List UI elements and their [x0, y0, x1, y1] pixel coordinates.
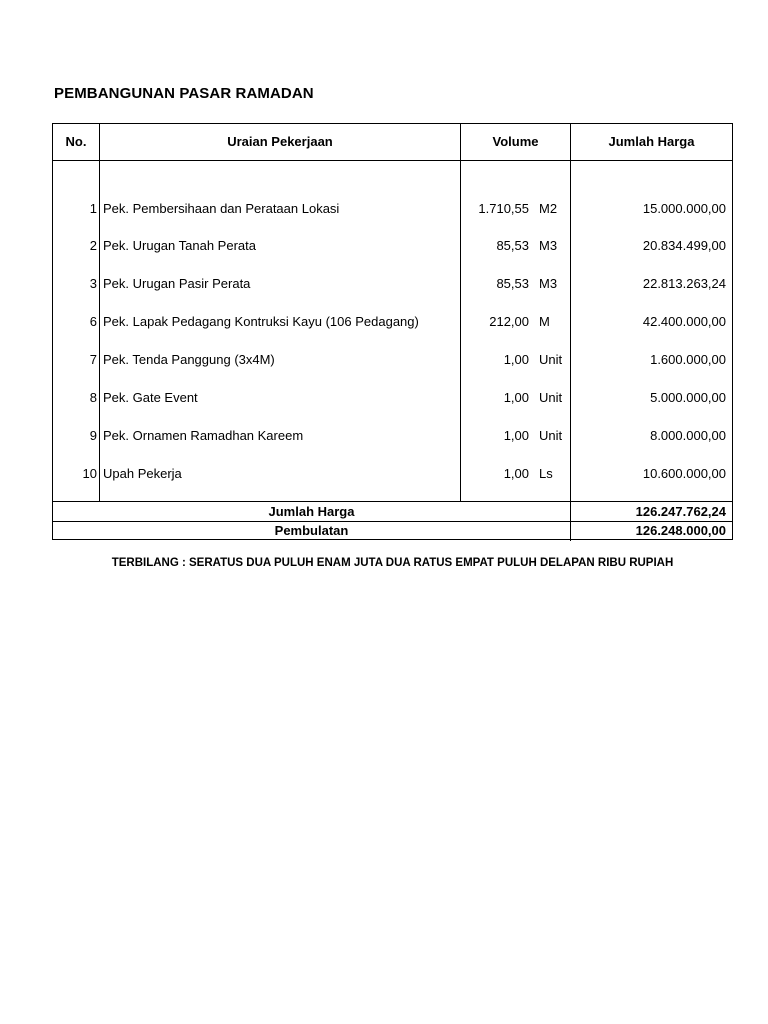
row-no: 9: [89, 428, 97, 443]
table-row: [53, 314, 732, 334]
row-no: 6: [89, 314, 97, 329]
table-row: [53, 466, 732, 486]
row-quantity: 1,00: [503, 390, 529, 405]
row-description: Upah Pekerja: [103, 466, 182, 481]
document-title: PEMBANGUNAN PASAR RAMADAN: [54, 85, 314, 102]
row-description: Pek. Lapak Pedagang Kontruksi Kayu (106 Pedagang): [103, 314, 419, 329]
row-unit: Unit: [539, 390, 563, 405]
row-description: Pek. Pembersihaan dan Perataan Lokasi: [103, 201, 340, 216]
row-no: 1: [89, 201, 97, 216]
row-no: 2: [89, 238, 97, 253]
row-amount: 20.834.499,00: [642, 238, 726, 253]
row-description: Pek. Ornamen Ramadhan Kareem: [103, 428, 304, 443]
row-unit: Unit: [539, 352, 563, 367]
body-divider: [53, 501, 732, 502]
summary-divider: [53, 521, 732, 522]
total-value: 126.247.762,24: [635, 504, 726, 519]
table-row: [53, 201, 732, 221]
row-unit: Unit: [539, 428, 563, 443]
cost-table: [52, 123, 733, 540]
row-quantity: 1,00: [503, 466, 529, 481]
row-no: 7: [89, 352, 97, 367]
row-amount: 15.000.000,00: [642, 201, 726, 216]
row-no: 3: [89, 276, 97, 291]
row-unit: M3: [539, 276, 558, 291]
row-description: Pek. Tenda Panggung (3x4M): [103, 352, 275, 367]
row-quantity: 212,00: [489, 314, 529, 329]
header-no: No.: [65, 134, 87, 149]
rounding-value: 126.248.000,00: [635, 523, 726, 538]
row-amount: 10.600.000,00: [642, 466, 726, 481]
row-description: Pek. Urugan Pasir Perata: [103, 276, 251, 291]
row-unit: M: [539, 314, 550, 329]
table-row: [53, 428, 732, 448]
row-amount: 1.600.000,00: [650, 352, 726, 367]
table-row: [53, 352, 732, 372]
header-divider: [53, 160, 732, 161]
row-quantity: 1.710,55: [478, 201, 529, 216]
amount-in-words: TERBILANG : SERATUS DUA PULUH ENAM JUTA DUA RATUS EMPAT PULUH DELAPAN RIBU RUPIAH: [111, 557, 674, 569]
row-description: Pek. Gate Event: [103, 390, 198, 405]
row-quantity: 1,00: [503, 428, 529, 443]
row-no: 10: [82, 466, 97, 481]
header-volume: Volume: [492, 134, 539, 149]
row-quantity: 1,00: [503, 352, 529, 367]
total-label: Jumlah Harga: [268, 504, 355, 519]
table-row: [53, 390, 732, 410]
row-quantity: 85,53: [496, 276, 529, 291]
row-no: 8: [89, 390, 97, 405]
header-jumlah: Jumlah Harga: [608, 134, 695, 149]
row-unit: M3: [539, 238, 558, 253]
table-row: [53, 238, 732, 258]
row-description: Pek. Urugan Tanah Perata: [103, 238, 256, 253]
row-amount: 42.400.000,00: [642, 314, 726, 329]
row-unit: M2: [539, 201, 558, 216]
row-unit: Ls: [539, 466, 553, 481]
row-amount: 22.813.263,24: [642, 276, 726, 291]
row-quantity: 85,53: [496, 238, 529, 253]
header-uraian: Uraian Pekerjaan: [227, 134, 333, 149]
rounding-label: Pembulatan: [274, 523, 349, 538]
row-amount: 8.000.000,00: [650, 428, 726, 443]
table-row: [53, 276, 732, 296]
row-amount: 5.000.000,00: [650, 390, 726, 405]
